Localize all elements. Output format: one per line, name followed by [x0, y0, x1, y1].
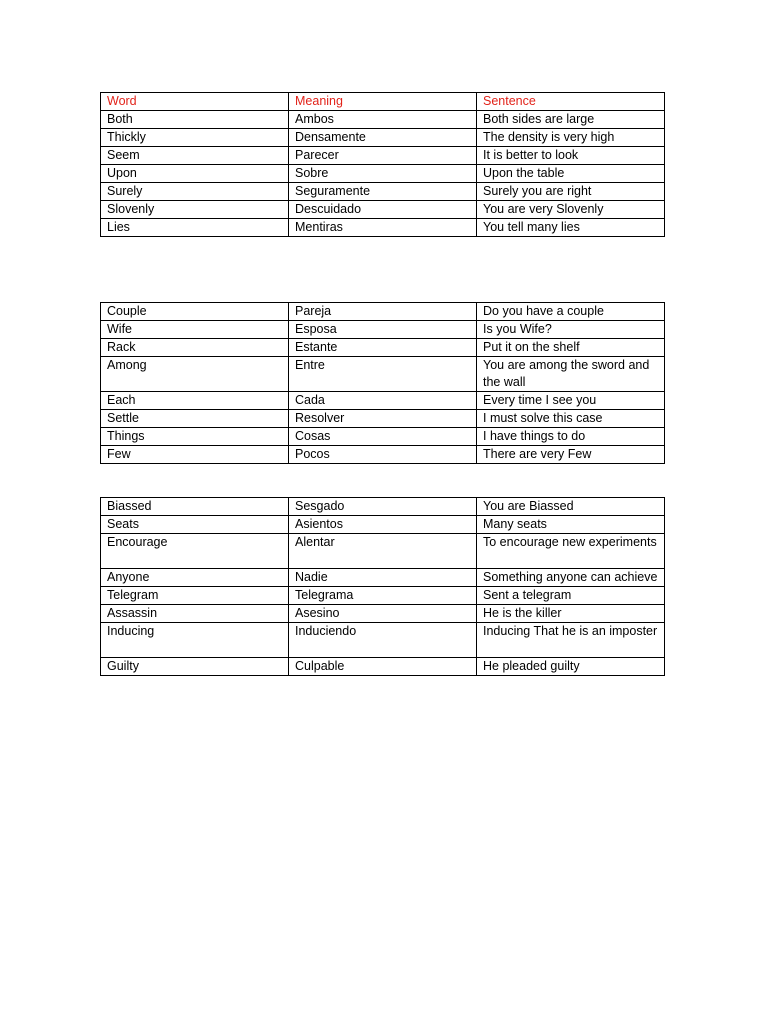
cell-meaning: Ambos [289, 111, 477, 129]
cell-sentence: To encourage new experiments [477, 534, 665, 569]
cell-meaning: Culpable [289, 658, 477, 676]
cell-meaning: Sesgado [289, 498, 477, 516]
cell-meaning: Nadie [289, 569, 477, 587]
cell-word: Surely [101, 183, 289, 201]
cell-word: Couple [101, 303, 289, 321]
cell-meaning: Alentar [289, 534, 477, 569]
table-row [101, 183, 665, 201]
table-row [101, 605, 665, 623]
table-row [101, 428, 665, 446]
cell-word: Settle [101, 410, 289, 428]
header-sentence: Sentence [477, 93, 665, 111]
cell-sentence: There are very Few [477, 446, 665, 464]
table-row [101, 587, 665, 605]
table-header-row [101, 93, 665, 111]
table-row [101, 201, 665, 219]
cell-sentence: Surely you are right [477, 183, 665, 201]
cell-sentence: Every time I see you [477, 392, 665, 410]
cell-sentence: You are Biassed [477, 498, 665, 516]
cell-sentence: Sent a telegram [477, 587, 665, 605]
cell-meaning: Cosas [289, 428, 477, 446]
table-row [101, 623, 665, 658]
cell-meaning: Densamente [289, 129, 477, 147]
cell-sentence: Inducing That he is an imposter [477, 623, 665, 658]
cell-meaning: Descuidado [289, 201, 477, 219]
cell-sentence: I have things to do [477, 428, 665, 446]
cell-meaning: Pocos [289, 446, 477, 464]
cell-sentence: You tell many lies [477, 219, 665, 237]
table-row [101, 516, 665, 534]
cell-sentence: The density is very high [477, 129, 665, 147]
cell-sentence: It is better to look [477, 147, 665, 165]
cell-sentence: Do you have a couple [477, 303, 665, 321]
table-row [101, 410, 665, 428]
cell-meaning: Asientos [289, 516, 477, 534]
cell-meaning: Esposa [289, 321, 477, 339]
cell-meaning: Parecer [289, 147, 477, 165]
cell-meaning: Mentiras [289, 219, 477, 237]
cell-sentence: He pleaded guilty [477, 658, 665, 676]
cell-word: Lies [101, 219, 289, 237]
table-row [101, 569, 665, 587]
cell-meaning: Entre [289, 357, 477, 392]
table-row [101, 321, 665, 339]
header-meaning: Meaning [289, 93, 477, 111]
table-row [101, 219, 665, 237]
cell-word: Seem [101, 147, 289, 165]
table-row [101, 339, 665, 357]
vocabulary-table-2 [100, 302, 665, 464]
cell-meaning: Cada [289, 392, 477, 410]
cell-sentence: Something anyone can achieve [477, 569, 665, 587]
cell-word: Anyone [101, 569, 289, 587]
cell-meaning: Pareja [289, 303, 477, 321]
cell-word: Wife [101, 321, 289, 339]
cell-meaning: Asesino [289, 605, 477, 623]
cell-word: Assassin [101, 605, 289, 623]
table-row [101, 534, 665, 569]
table-row [101, 498, 665, 516]
cell-meaning: Resolver [289, 410, 477, 428]
header-word: Word [101, 93, 289, 111]
cell-sentence: Is you Wife? [477, 321, 665, 339]
table-row [101, 446, 665, 464]
cell-sentence: Both sides are large [477, 111, 665, 129]
table-row [101, 303, 665, 321]
vocabulary-table-3 [100, 497, 665, 676]
cell-sentence: You are among the sword and the wall [477, 357, 665, 392]
table-row [101, 165, 665, 183]
cell-word: Slovenly [101, 201, 289, 219]
cell-sentence: You are very Slovenly [477, 201, 665, 219]
cell-word: Among [101, 357, 289, 392]
table-row [101, 392, 665, 410]
cell-word: Inducing [101, 623, 289, 658]
cell-word: Guilty [101, 658, 289, 676]
cell-word: Each [101, 392, 289, 410]
table-row [101, 129, 665, 147]
cell-word: Telegram [101, 587, 289, 605]
cell-word: Upon [101, 165, 289, 183]
cell-meaning: Seguramente [289, 183, 477, 201]
table-row [101, 658, 665, 676]
cell-sentence: Upon the table [477, 165, 665, 183]
cell-word: Thickly [101, 129, 289, 147]
cell-word: Few [101, 446, 289, 464]
table-row [101, 111, 665, 129]
cell-sentence: I must solve this case [477, 410, 665, 428]
cell-meaning: Induciendo [289, 623, 477, 658]
table-row [101, 357, 665, 392]
table-row [101, 147, 665, 165]
cell-word: Encourage [101, 534, 289, 569]
cell-word: Seats [101, 516, 289, 534]
cell-sentence: Many seats [477, 516, 665, 534]
cell-meaning: Sobre [289, 165, 477, 183]
cell-sentence: He is the killer [477, 605, 665, 623]
cell-meaning: Estante [289, 339, 477, 357]
cell-meaning: Telegrama [289, 587, 477, 605]
cell-word: Both [101, 111, 289, 129]
cell-word: Rack [101, 339, 289, 357]
cell-sentence: Put it on the shelf [477, 339, 665, 357]
vocabulary-table-1 [100, 92, 665, 237]
cell-word: Things [101, 428, 289, 446]
cell-word: Biassed [101, 498, 289, 516]
